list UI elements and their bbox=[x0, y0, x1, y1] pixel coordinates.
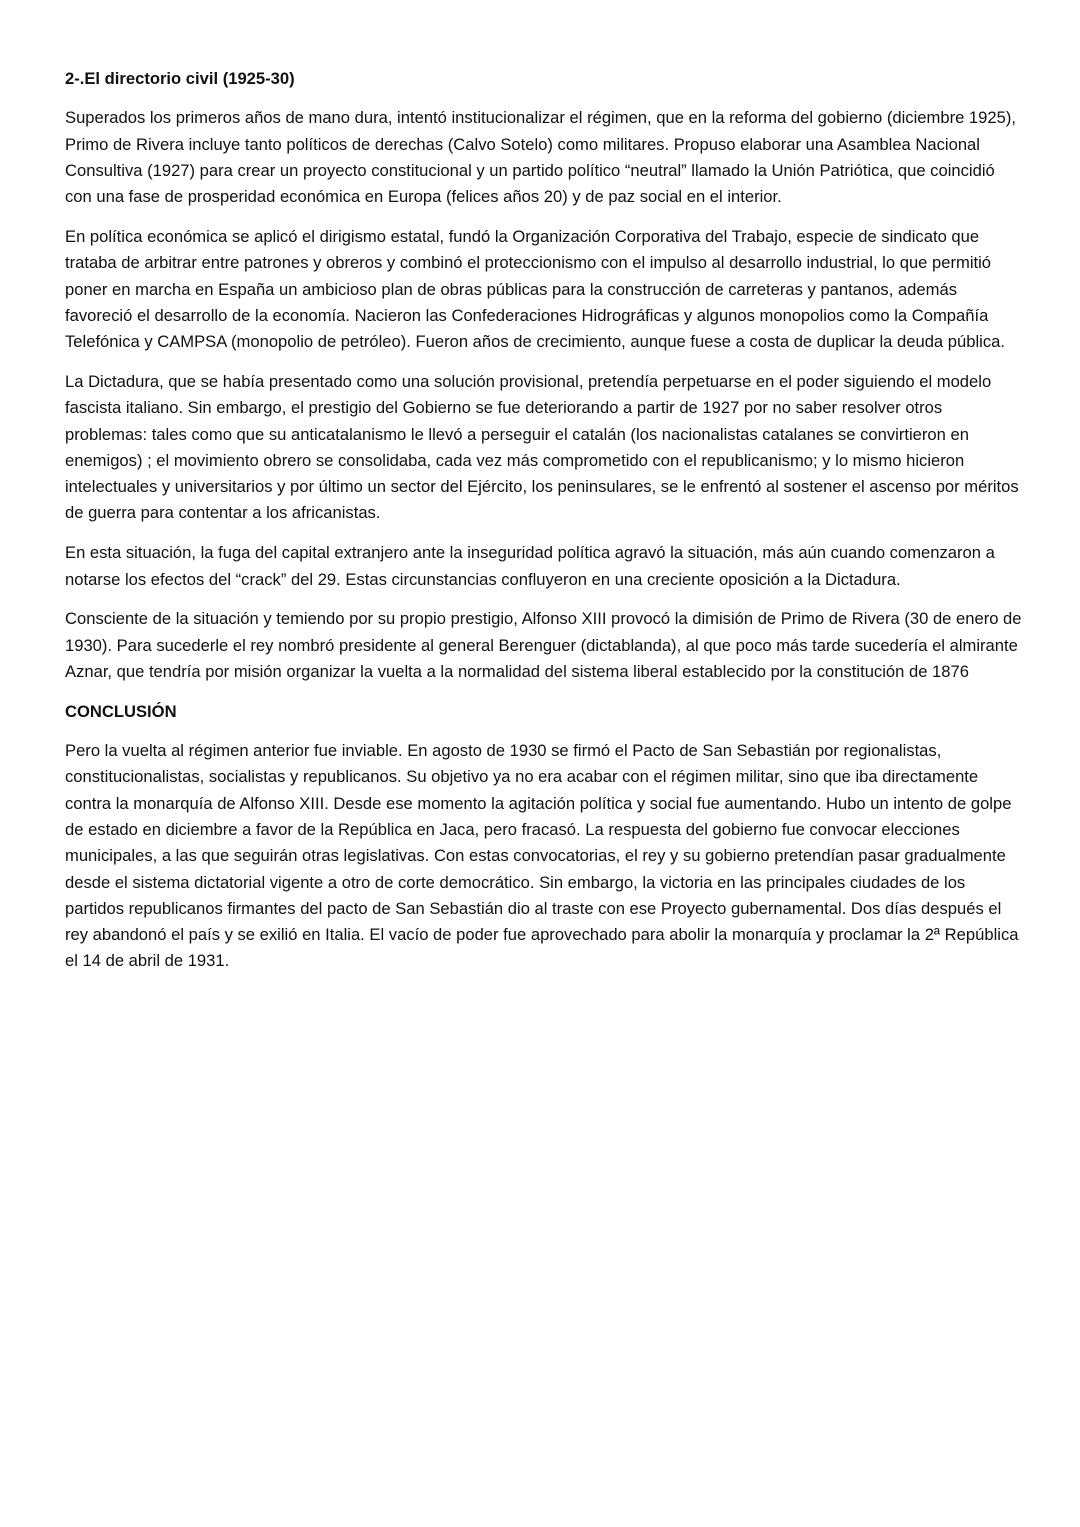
paragraph-dimision-primo-rivera: Consciente de la situación y temiendo por su propio prestigio, Alfonso XIII provocó la dimisión de Primo de Rivera (30 de enero de 1930). Para sucederle el rey nombró presidente al general Berenguer (dictablanda), al que poco más tarde sucedería el almirante Aznar, que tendría por misión organizar la vuelta a la normalidad del sistema liberal establecido por la constitución de 1876 bbox=[65, 609, 1022, 681]
document-page bbox=[65, 66, 1025, 988]
section-heading: 2-.El directorio civil (1925-30) bbox=[65, 69, 295, 88]
paragraph-institucionalizacion: Superados los primeros años de mano dura, intentó institucionalizar el régimen, que en la reforma del gobierno (diciembre 1925), Primo de Rivera incluye tanto políticos de derechas (Calvo Sotelo) como militares. Propuso elaborar una Asamblea Nacional Consultiva (1927) para crear un proyecto constitucional y un partido político “neutral” llamado la Unión Patriótica, que coincidió con una fase de prosperidad económica en Europa (felices años 20) y de paz social en el interior. bbox=[65, 108, 1016, 207]
paragraph-deterioro-dictadura: La Dictadura, que se había presentado como una solución provisional, pretendía perpetuarse en el poder siguiendo el modelo fascista italiano. Sin embargo, el prestigio del Gobierno se fue deteriorando a partir de 1927 por no saber resolver otros problemas: tales como que su anticatalanismo le llevó a perseguir el catalán (los nacionalistas catalanes se convirtieron en enemigos) ; el movimiento obrero se consolidaba, cada vez más comprometido con el republicanismo; y lo mismo hicieron intelectuales y universitarios y por último un sector del Ejército, los peninsulares, se le enfrentó al sostener el ascenso por méritos de guerra para contentar a los africanistas. bbox=[65, 371, 1019, 523]
conclusion-heading: CONCLUSIÓN bbox=[65, 701, 177, 721]
paragraph-conclusion: Pero la vuelta al régimen anterior fue inviable. En agosto de 1930 se firmó el Pacto de San Sebastián por regionalistas, constitucionalistas, socialistas y republicanos. Su objetivo ya no era acabar con el régimen militar, sino que iba directamente contra la monarquía de Alfonso XIII. Desde ese momento la agitación política y social fue aumentando. Hubo un intento de golpe de estado en diciembre a favor de la República en Jaca, pero fracasó. La respuesta del gobierno fue convocar elecciones municipales, a las que seguirán otras legislativas. Con estas convocatorias, el rey y su gobierno pretendían pasar gradualmente desde el sistema dictatorial vigente a otro de corte democrático. Sin embargo, la victoria en las principales ciudades de los partidos republicanos firmantes del pacto de San Sebastián dio al traste con ese Proyecto gubernamental. Dos días después el rey abandonó el país y se exilió en Italia. El vacío de poder fue aprovechado para abolir la monarquía y proclamar la 2ª República el 14 de abril de 1931. bbox=[65, 741, 1019, 971]
paragraph-crack-29: En esta situación, la fuga del capital extranjero ante la inseguridad política agravó la situación, más aún cuando comenzaron a notarse los efectos del “crack” del 29. Estas circunstancias confluyeron en una creciente oposición a la Dictadura. bbox=[65, 543, 995, 589]
paragraph-politica-economica: En política económica se aplicó el dirigismo estatal, fundó la Organización Corporativa del Trabajo, especie de sindicato que trataba de arbitrar entre patrones y obreros y combinó el proteccionismo con el impulso al desarrollo industrial, lo que permitió poner en marcha en España un ambicioso plan de obras públicas para la construcción de carreteras y pantanos, además favoreció el desarrollo de la economía. Nacieron las Confederaciones Hidrográficas y algunos monopolios como la Compañía Telefónica y CAMPSA (monopolio de petróleo). Fueron años de crecimiento, aunque fuese a costa de duplicar la deuda pública. bbox=[65, 226, 1005, 352]
